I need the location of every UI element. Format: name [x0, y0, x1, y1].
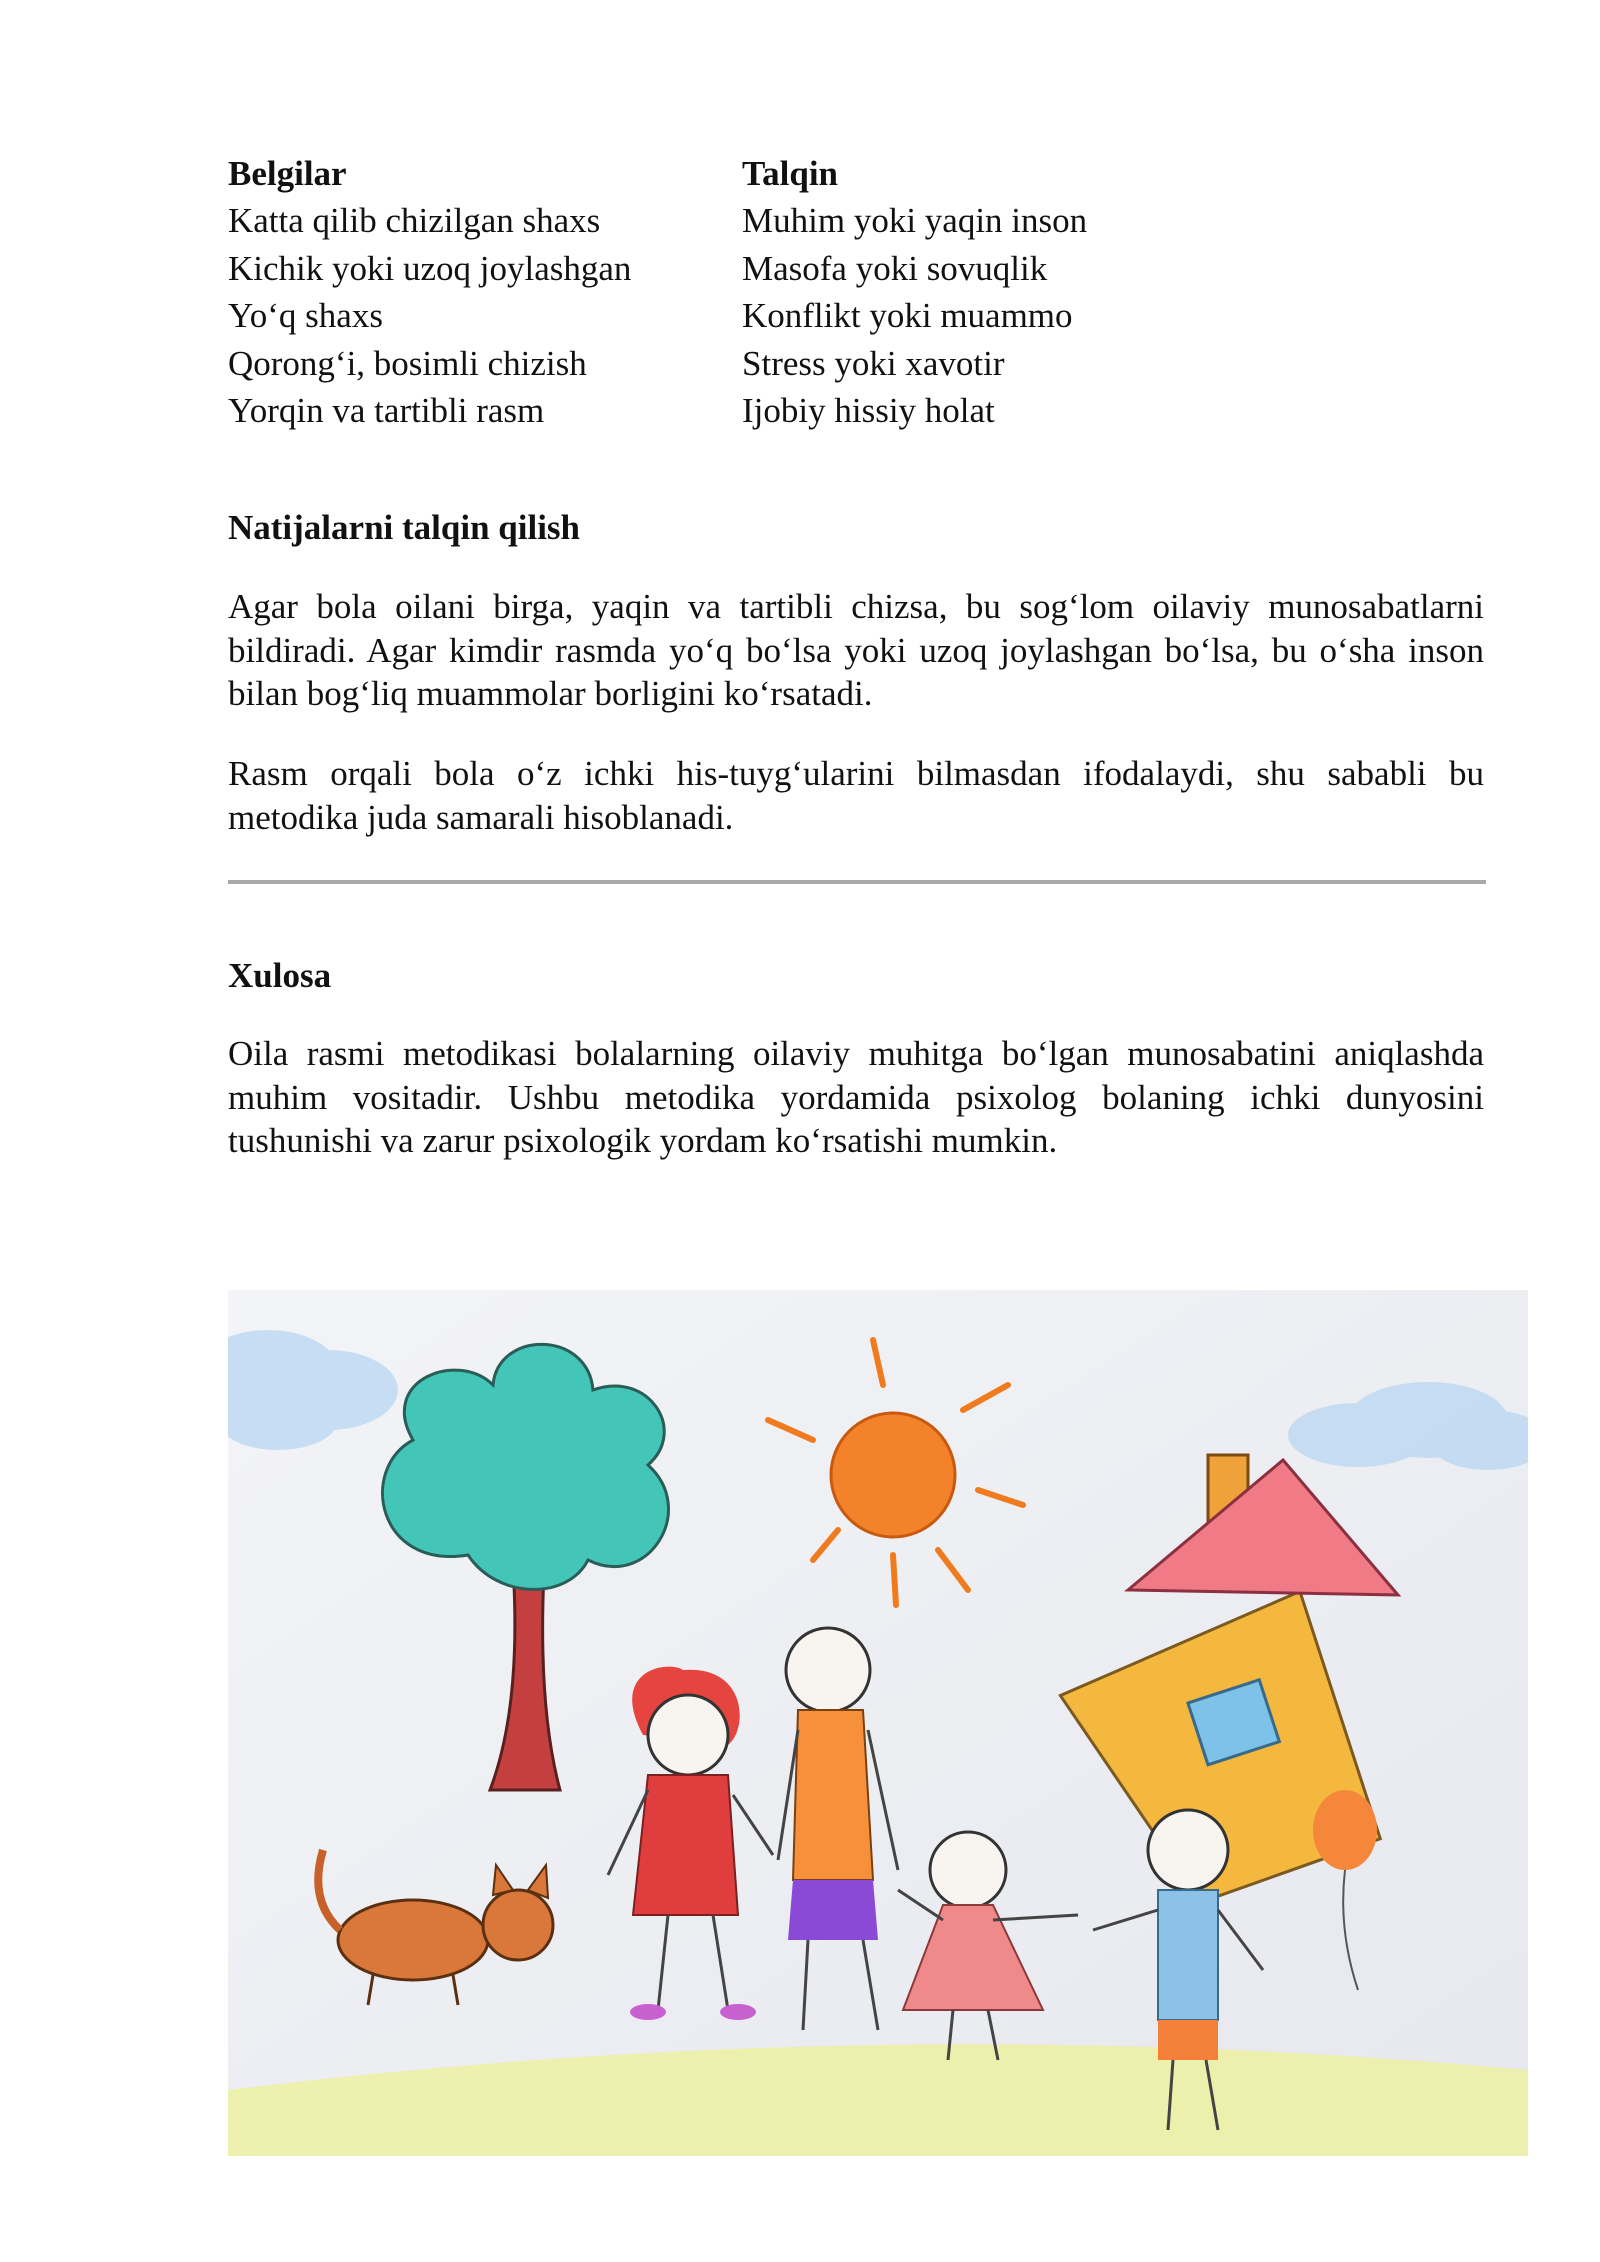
table-header-talqin: Talqin [742, 154, 839, 193]
table-cell: Konflikt yoki muammo [742, 296, 1073, 335]
table-cell: Ijobiy hissiy holat [742, 391, 995, 430]
table-cell: Yorqin va tartibli rasm [228, 391, 545, 430]
paragraph: Agar bola oilani birga, yaqin va tartibli chizsa, bu sog‘lom oilaviy munosabatlarni bildiradi. Agar kimdir rasmda yo‘q bo‘lsa yoki uzoq joylashgan bo‘lsa, bu o‘sha inson bilan bog‘liq muammolar borligini ko‘rsatadi. [228, 587, 1484, 713]
family-drawing-image [228, 1290, 1528, 2156]
section-heading-conclusion: Xulosa [228, 956, 332, 995]
table-cell: Katta qilib chizilgan shaxs [228, 201, 601, 240]
table-column-belgilar [228, 150, 728, 435]
table-cell: Kichik yoki uzoq joylashgan [228, 248, 632, 288]
table-cell: Stress yoki xavotir [742, 343, 1005, 383]
table-cell: Muhim yoki yaqin inson [742, 201, 1088, 240]
table-cell: Masofa yoki sovuqlik [742, 248, 1048, 288]
table-cell: Qorong‘i, bosimli chizish [228, 343, 587, 383]
table-column-talqin [742, 150, 1242, 435]
section-heading-interpretation: Natijalarni talqin qilish [228, 508, 581, 547]
table-header-belgilar: Belgilar [228, 154, 347, 193]
paragraph: Oila rasmi metodikasi bolalarning oilaviy muhitga bo‘lgan munosabatini aniqlashda muhim vositadir. Ushbu metodika yordamida psixolog bolaning ichki dunyosini tushunishi va zarur psixologik yordam ko‘rsatishi mumkin. [228, 1034, 1484, 1160]
horizontal-divider [228, 880, 1486, 884]
paragraph: Rasm orqali bola o‘z ichki his-tuyg‘ularini bilmasdan ifodalaydi, shu sababli bu metodika juda samarali hisoblanadi. [228, 754, 1484, 837]
table-cell: Yo‘q shaxs [228, 296, 383, 335]
